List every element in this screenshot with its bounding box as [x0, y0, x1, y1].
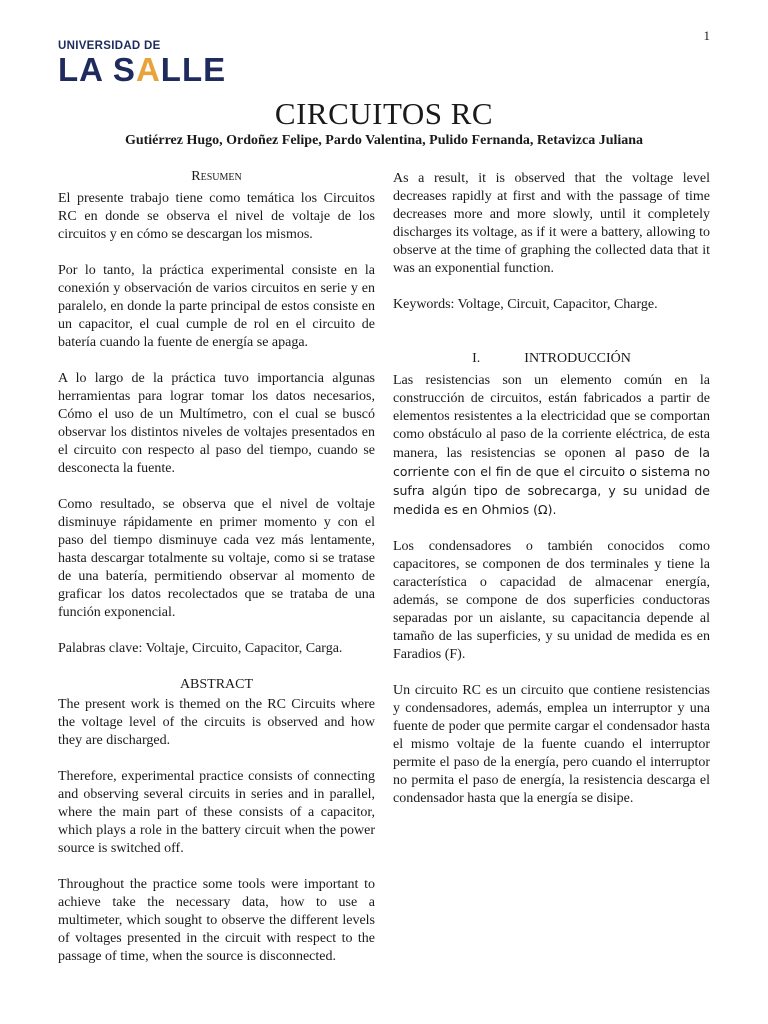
right-column	[393, 170, 710, 826]
logo-main-text	[58, 51, 227, 88]
page-number: 1	[703, 28, 710, 43]
logo-main-part-b: LLE	[160, 51, 227, 88]
logo-main-part-a: LA S	[58, 51, 136, 88]
resumen-heading: Resumen	[191, 169, 242, 184]
section-title: INTRODUCCIÓN	[524, 351, 631, 366]
intro-paragraph	[393, 372, 710, 520]
abstract-paragraph: Therefore, experimental practice consists of connecting and observing several circuits in series and in parallel, where the main part of these consists of a capacitor, which plays a role in the battery circuit when the power source is switched off.	[58, 769, 375, 856]
university-logo	[58, 40, 227, 88]
abstract-paragraph: The present work is themed on the RC Circuits where the voltage level of the circuits is observed and how they are discharged.	[58, 697, 375, 748]
abstract-keywords: Keywords: Voltage, Circuit, Capacitor, Charge.	[393, 297, 658, 312]
abstract-paragraph: As a result, it is observed that the voltage level decreases rapidly at first and with the passage of time decreases more and more slowly, until it completely discharges its voltage, as if it were a battery, allowing to observe at the time of graphing the collected data that it was an exponential function.	[393, 171, 710, 276]
abstract-heading: ABSTRACT	[179, 677, 254, 692]
resumen-keywords: Palabras clave: Voltaje, Circuito, Capacitor, Carga.	[58, 641, 343, 656]
paper-title: CIRCUITOS RC	[274, 96, 494, 131]
section-number: I.	[472, 351, 481, 366]
intro-paragraph: Un circuito RC es un circuito que contiene resistencias y condensadores, además, emplea un interruptor y una fuente de poder que permite cargar el condensador hasta el mismo voltaje de la fuente cuando el interruptor permite el paso de la energía, pero cuando el interruptor no permita el paso de energía, la resistencia descarga el condensador hasta que la energía se disipe.	[393, 683, 710, 806]
logo-top-text: UNIVERSIDAD DE	[58, 40, 161, 52]
logo-accent-letter: A	[135, 51, 161, 88]
introduccion-heading	[393, 350, 710, 368]
resumen-paragraph: Como resultado, se observa que el nivel de voltaje disminuye rápidamente en primer momento y con el paso del tiempo disminuye cada vez más lentamente, hasta descargar totalmente su voltaje, como si se tratase de una batería, permitiendo observar al momento de graficar los datos recolectados que se trataba de una función exponencial.	[58, 497, 375, 620]
paper-authors: Gutiérrez Hugo, Ordoñez Felipe, Pardo Valentina, Pulido Fernanda, Retavizca Juliana	[124, 133, 644, 148]
intro-paragraph-part-b: al paso de la corriente con el fin de que el circuito o sistema no sufra algún tipo de sobrecarga, y su unidad de medida es en Ohmios (Ω).	[393, 445, 711, 517]
intro-paragraph-part-a: Las resistencias son un elemento común en la construcción de circuitos, están fabricados a partir de elementos resistentes a la electricidad que se comportan como obstáculo al paso de la corriente eléctrica, de esta manera, las resistencias se oponen	[393, 373, 710, 461]
resumen-paragraph: A lo largo de la práctica tuvo importancia algunas herramientas para lograr tomar los datos necesarios, Cómo el uso de un Multímetro, con el cual se buscó observar los distintos niveles de voltajes presentados en el circuito con respecto al paso del tiempo, cuando se desconecta la fuente.	[58, 371, 375, 476]
resumen-paragraph: Por lo tanto, la práctica experimental consiste en la conexión y observación de varios circuitos en serie y en paralelo, en donde la parte principal de estos consiste en un capacitor, el cual cumple de rol en el circuito de batería cuando la fuente de energía se apaga.	[58, 263, 375, 350]
left-column	[58, 168, 375, 966]
intro-paragraph: Los condensadores o también conocidos como capacitores, se componen de dos terminales y tiene la característica o capacidad de almacenar energía, además, se compone de dos superficies conductoras separadas por un aislante, su capacitancia depende al tamaño de las superficies, y su unidad de medida es en Faradios (F).	[393, 539, 710, 662]
resumen-paragraph: El presente trabajo tiene como temática los Circuitos RC en donde se observa el nivel de voltaje de los circuitos y en cómo se descargan los mismos.	[58, 191, 375, 242]
abstract-paragraph-continued: Throughout the practice some tools were important to achieve take the necessary data, how to use a multimeter, which sought to observe the different levels of voltages presented in the circuit with respect to the passage of time, when the source is disconnected.	[58, 877, 375, 964]
